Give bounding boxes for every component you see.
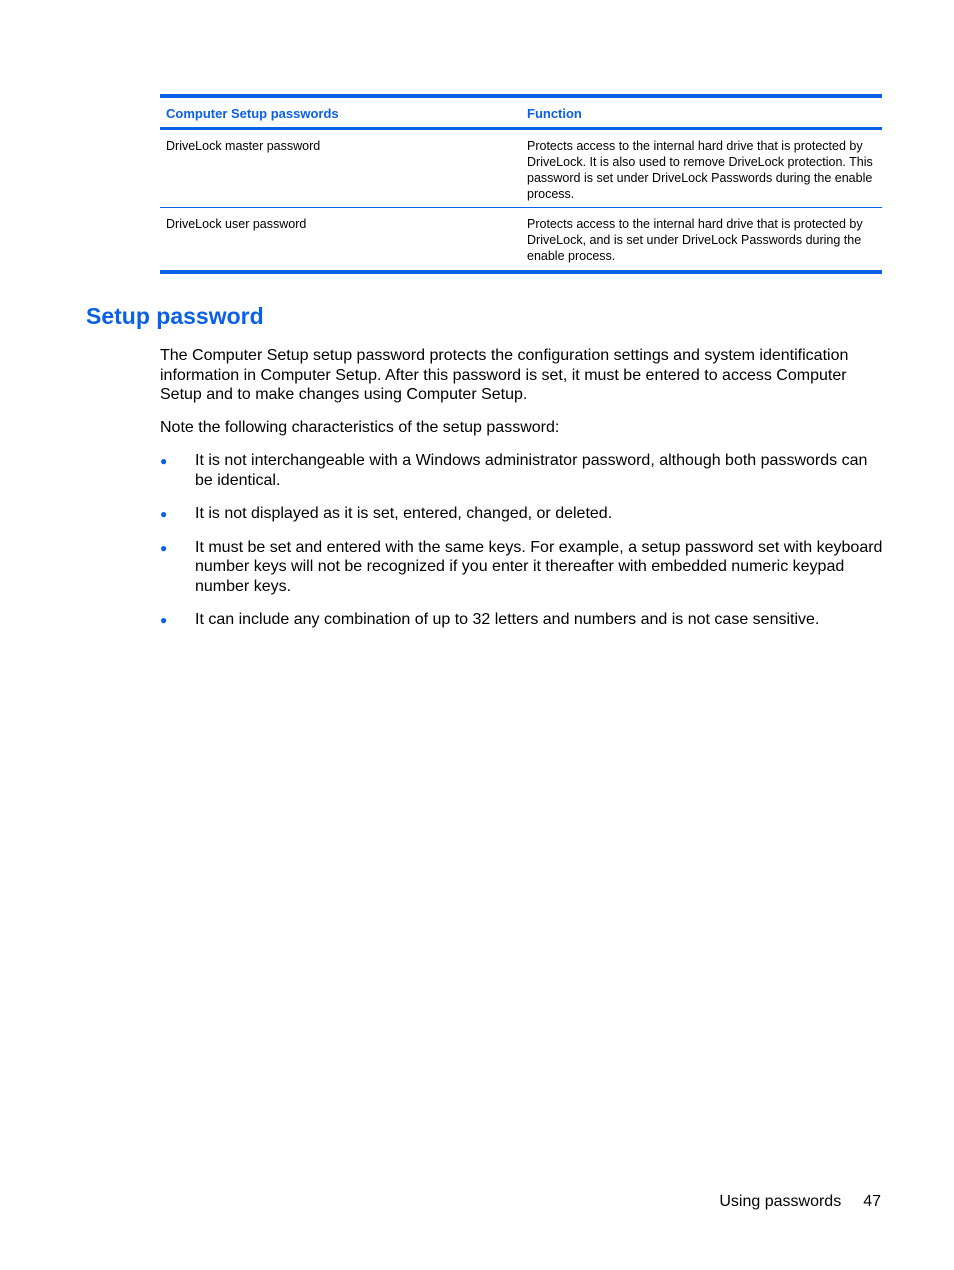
table-row xyxy=(160,208,882,273)
password-function-cell: Protects access to the internal hard drive that is protected by DriveLock, and is set under DriveLock Passwords during the enable process. xyxy=(521,208,882,273)
passwords-table-container xyxy=(160,94,882,274)
footer-label: Using passwords xyxy=(719,1193,842,1210)
password-function-cell: Protects access to the internal hard drive that is protected by DriveLock. It is also used to remove DriveLock protection. This password is set under DriveLock Passwords during the enable process. xyxy=(521,129,882,208)
list-item xyxy=(160,504,884,524)
list-item xyxy=(160,610,884,630)
list-item-text: It is not displayed as it is set, entered, changed, or deleted. xyxy=(195,505,613,522)
note-paragraph: Note the following characteristics of the setup password: xyxy=(160,419,560,436)
bullet-icon: ● xyxy=(160,613,168,627)
characteristics-list xyxy=(160,451,884,644)
password-name-cell: DriveLock master password xyxy=(160,129,521,208)
section-heading: Setup password xyxy=(86,303,264,329)
passwords-table xyxy=(160,94,882,274)
list-item-text: It must be set and entered with the same keys. For example, a setup password set with keyboard number keys will not be recognized if you enter it thereafter with embedded numeric keypad number keys. xyxy=(195,538,883,595)
list-item-text: It can include any combination of up to 32 letters and numbers and is not case sensitive. xyxy=(195,611,820,628)
list-item xyxy=(160,538,884,597)
page-footer xyxy=(719,1193,881,1211)
page-number: 47 xyxy=(863,1193,881,1210)
intro-paragraph: The Computer Setup setup password protects the configuration settings and system identification information in Computer Setup. After this password is set, it must be entered to access Computer Setup and to make changes using Computer Setup. xyxy=(160,347,849,403)
list-item-text: It is not interchangeable with a Windows administrator password, although both passwords can be identical. xyxy=(195,452,868,489)
table-header-row xyxy=(160,96,882,129)
column-header-passwords: Computer Setup passwords xyxy=(160,96,521,129)
column-header-function: Function xyxy=(521,96,882,129)
list-item xyxy=(160,451,884,490)
bullet-icon: ● xyxy=(160,507,168,521)
bullet-icon: ● xyxy=(160,540,168,555)
password-name-cell: DriveLock user password xyxy=(160,208,521,273)
bullet-icon: ● xyxy=(160,454,168,468)
table-row xyxy=(160,129,882,208)
